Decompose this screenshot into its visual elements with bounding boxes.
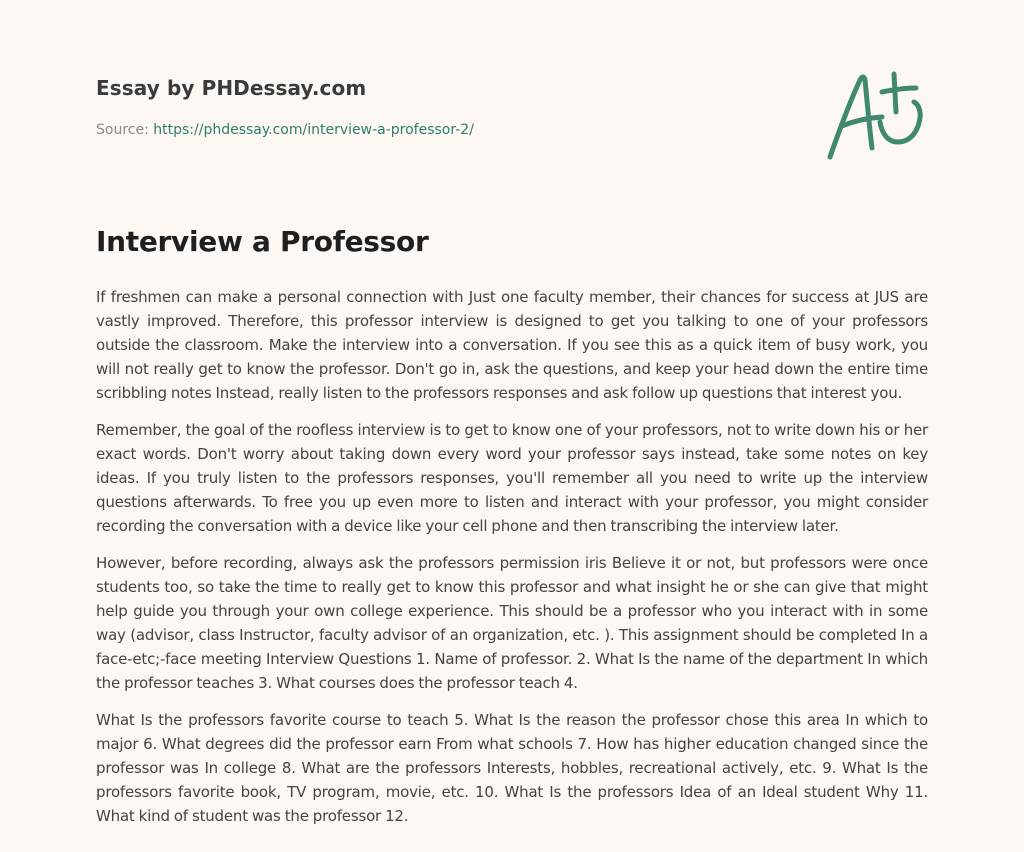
paragraph: What Is the professors favorite course to teach 5. What Is the reason the professor chose this area In which to major 6. What degrees did the professor earn From what schools 7. How has higher education changed since the professor was In college 8. What are the professors Interests, hobbles, recreational actively, etc. 9. What Is the professors favorite book, TV program, movie, etc. 10. What Is the professors Idea of an Ideal student Why 11. What kind of student was the professor 12. <box>96 711 928 825</box>
source-label: Source: <box>96 122 154 138</box>
paragraph: Remember, the goal of the roofless interview is to get to know one of your professors, not to write down his or her exact words. Don't worry about taking down every word your professor says instead, take some notes on key ideas. If you truly listen to the professors responses, you'll remember all you need to write up the interview questions afterwards. To free you up even more to listen and interact with your professor, you might consider recording the conversation with a device like your cell phone and then transcribing the interview later. <box>96 421 928 535</box>
paragraph: If freshmen can make a personal connection with Just one faculty member, their chances for success at JUS are vastly improved. Therefore, this professor interview is designed to get you talking to one of your professors outside the classroom. Make the interview into a conversation. If you see this as a quick item of busy work, you will not really get to know the professor. Don't go in, ask the questions, and keep your head down the entire time scribbling notes Instead, really listen to the professors responses and ask follow up questions that interest you. <box>96 288 928 402</box>
a-plus-logo-icon <box>822 66 926 166</box>
page-header <box>96 76 796 138</box>
article-title: Interview a Professor <box>96 225 429 258</box>
paragraph: However, before recording, always ask the professors permission iris Believe it or not, but professors were once students too, so take the time to really get to know this professor and what insight he or she can give that might help guide you through your own college experience. This should be a professor who you interact with in some way (advisor, class Instructor, faculty advisor of an organization, etc. ). This assignment should be completed In a face-etc;-face meeting Interview Questions 1. Name of professor. 2. What Is the name of the department In which the professor teaches 3. What courses does the professor teach 4. <box>96 554 928 692</box>
source-line <box>96 122 796 138</box>
source-link[interactable]: https://phdessay.com/interview-a-professor-2/ <box>153 122 474 138</box>
brand-title: Essay by PHDessay.com <box>96 76 367 100</box>
article-body <box>96 285 928 841</box>
